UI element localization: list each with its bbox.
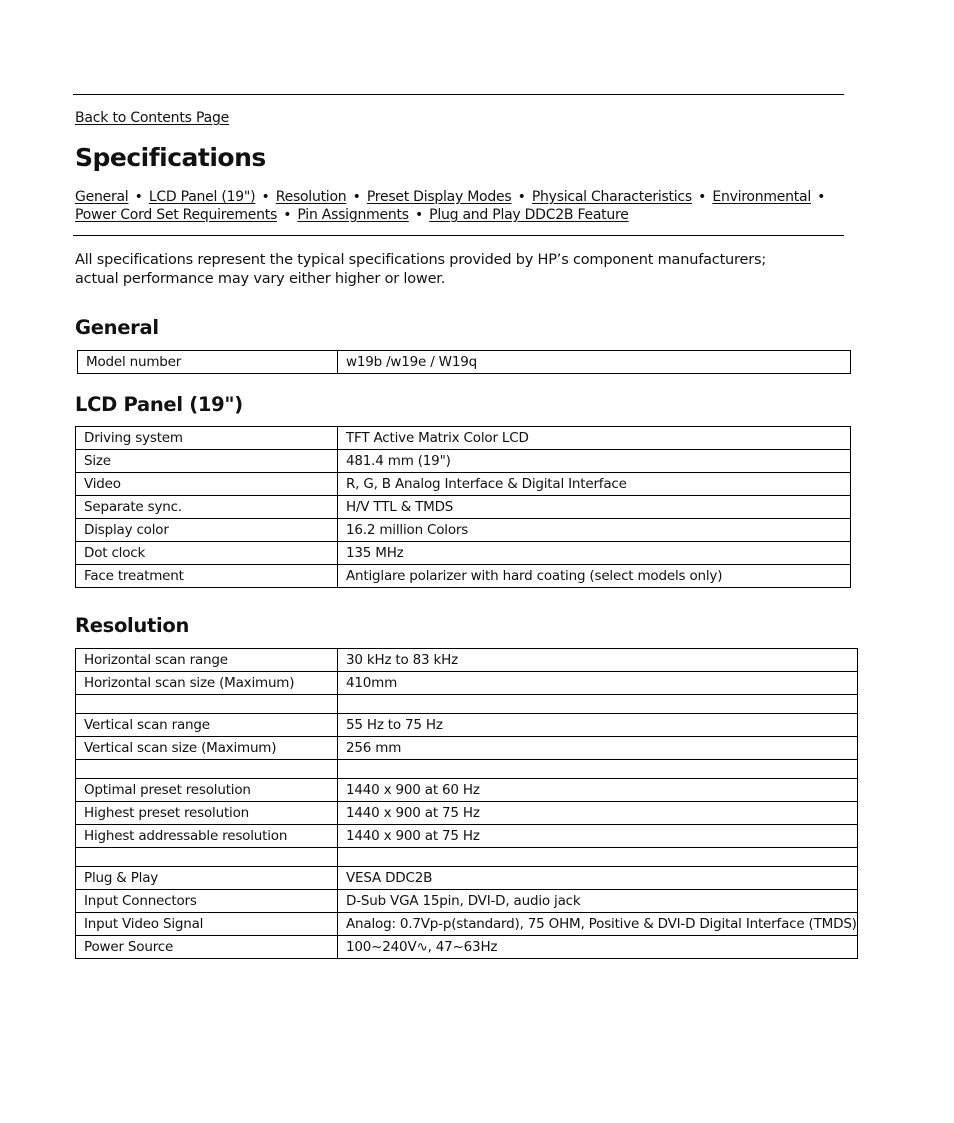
table-row	[76, 737, 858, 760]
nav-separator: •	[352, 189, 361, 205]
nav-link-pin-assignments[interactable]: Pin Assignments	[297, 207, 409, 223]
table-row	[76, 450, 851, 473]
spec-value-cell: Antiglare polarizer with hard coating (select models only)	[338, 565, 851, 588]
table-row	[76, 779, 858, 802]
table-row	[76, 473, 851, 496]
nav-separator: •	[517, 189, 526, 205]
table-row	[76, 760, 858, 779]
table-row	[76, 519, 851, 542]
nav-separator: •	[261, 189, 270, 205]
spec-value-cell: 30 kHz to 83 kHz	[338, 649, 858, 672]
section-nav	[75, 188, 845, 224]
nav-separator: •	[283, 207, 292, 223]
table-row	[76, 427, 851, 450]
table-row	[76, 802, 858, 825]
spec-label-cell: Power Source	[76, 936, 338, 959]
spec-label-cell	[76, 760, 338, 779]
spec-label-cell	[76, 695, 338, 714]
spec-label-cell: Horizontal scan size (Maximum)	[76, 672, 338, 695]
table-row	[76, 936, 858, 959]
table-row	[76, 672, 858, 695]
table-row	[76, 913, 858, 936]
table-row	[76, 867, 858, 890]
spec-value-cell: 16.2 million Colors	[338, 519, 851, 542]
spec-label-cell: Size	[76, 450, 338, 473]
nav-divider	[73, 235, 844, 236]
lcd-panel-spec-table	[75, 426, 851, 588]
spec-label-cell: Vertical scan range	[76, 714, 338, 737]
spec-label-cell	[76, 848, 338, 867]
spec-label-cell: Display color	[76, 519, 338, 542]
nav-separator: •	[414, 207, 423, 223]
intro-paragraph: All specifications represent the typical specifications provided by HP’s component manufacturers; actual performance may vary either higher or lower.	[75, 252, 767, 287]
spec-label-cell: Driving system	[76, 427, 338, 450]
spec-label-cell: Video	[76, 473, 338, 496]
nav-link-plug-and-play[interactable]: Plug and Play DDC2B Feature	[429, 207, 629, 223]
nav-link-general[interactable]: General	[75, 189, 129, 205]
table-row	[76, 496, 851, 519]
spec-label-cell: Vertical scan size (Maximum)	[76, 737, 338, 760]
table-row	[76, 649, 858, 672]
spec-label-cell: Input Video Signal	[76, 913, 338, 936]
spec-value-cell: 1440 x 900 at 60 Hz	[338, 779, 858, 802]
top-divider	[73, 94, 844, 95]
spec-value-cell	[338, 695, 858, 714]
spec-value-cell: 410mm	[338, 672, 858, 695]
spec-label-cell: Optimal preset resolution	[76, 779, 338, 802]
table-row	[76, 825, 858, 848]
spec-value-cell: VESA DDC2B	[338, 867, 858, 890]
spec-value-cell: 256 mm	[338, 737, 858, 760]
nav-link-physical-characteristics[interactable]: Physical Characteristics	[531, 189, 692, 205]
table-row	[76, 714, 858, 737]
table-row	[76, 565, 851, 588]
page-title: Specifications	[75, 143, 266, 172]
section-heading-resolution: Resolution	[75, 614, 190, 637]
nav-separator: •	[698, 189, 707, 205]
nav-link-environmental[interactable]: Environmental	[712, 189, 811, 205]
spec-value-cell: 1440 x 900 at 75 Hz	[338, 802, 858, 825]
nav-link-power-cord[interactable]: Power Cord Set Requirements	[75, 207, 277, 223]
table-row	[76, 890, 858, 913]
spec-value-cell: H/V TTL & TMDS	[338, 496, 851, 519]
spec-label-cell: Face treatment	[76, 565, 338, 588]
resolution-spec-table	[75, 648, 858, 959]
spec-value-cell: R, G, B Analog Interface & Digital Interface	[338, 473, 851, 496]
back-to-contents-link[interactable]: Back to Contents Page	[75, 110, 230, 126]
spec-value-cell: 481.4 mm (19")	[338, 450, 851, 473]
nav-separator: •	[134, 189, 143, 205]
section-heading-lcd-panel: LCD Panel (19")	[75, 393, 243, 416]
table-row	[76, 848, 858, 867]
spec-label-cell: Separate sync.	[76, 496, 338, 519]
section-heading-general: General	[75, 316, 159, 339]
spec-label-cell: Input Connectors	[76, 890, 338, 913]
spec-label-cell: Model number	[78, 351, 338, 374]
spec-value-cell: Analog: 0.7Vp-p(standard), 75 OHM, Positive & DVI-D Digital Interface (TMDS)	[338, 913, 858, 936]
nav-link-resolution[interactable]: Resolution	[275, 189, 347, 205]
spec-label-cell: Highest addressable resolution	[76, 825, 338, 848]
nav-link-preset-display-modes[interactable]: Preset Display Modes	[366, 189, 512, 205]
table-row	[76, 542, 851, 565]
spec-value-cell: 100~240V∿, 47~63Hz	[338, 936, 858, 959]
spec-value-cell: D-Sub VGA 15pin, DVI-D, audio jack	[338, 890, 858, 913]
table-row	[78, 351, 851, 374]
table-row	[76, 695, 858, 714]
nav-link-lcd-panel[interactable]: LCD Panel (19")	[148, 189, 256, 205]
spec-label-cell: Highest preset resolution	[76, 802, 338, 825]
spec-value-cell: 135 MHz	[338, 542, 851, 565]
nav-separator: •	[817, 189, 826, 205]
spec-value-cell	[338, 760, 858, 779]
spec-value-cell: w19b /w19e / W19q	[338, 351, 851, 374]
spec-label-cell: Horizontal scan range	[76, 649, 338, 672]
general-spec-table	[77, 350, 851, 374]
spec-label-cell: Plug & Play	[76, 867, 338, 890]
spec-label-cell: Dot clock	[76, 542, 338, 565]
spec-value-cell: 1440 x 900 at 75 Hz	[338, 825, 858, 848]
spec-value-cell: TFT Active Matrix Color LCD	[338, 427, 851, 450]
spec-value-cell: 55 Hz to 75 Hz	[338, 714, 858, 737]
spec-value-cell	[338, 848, 858, 867]
